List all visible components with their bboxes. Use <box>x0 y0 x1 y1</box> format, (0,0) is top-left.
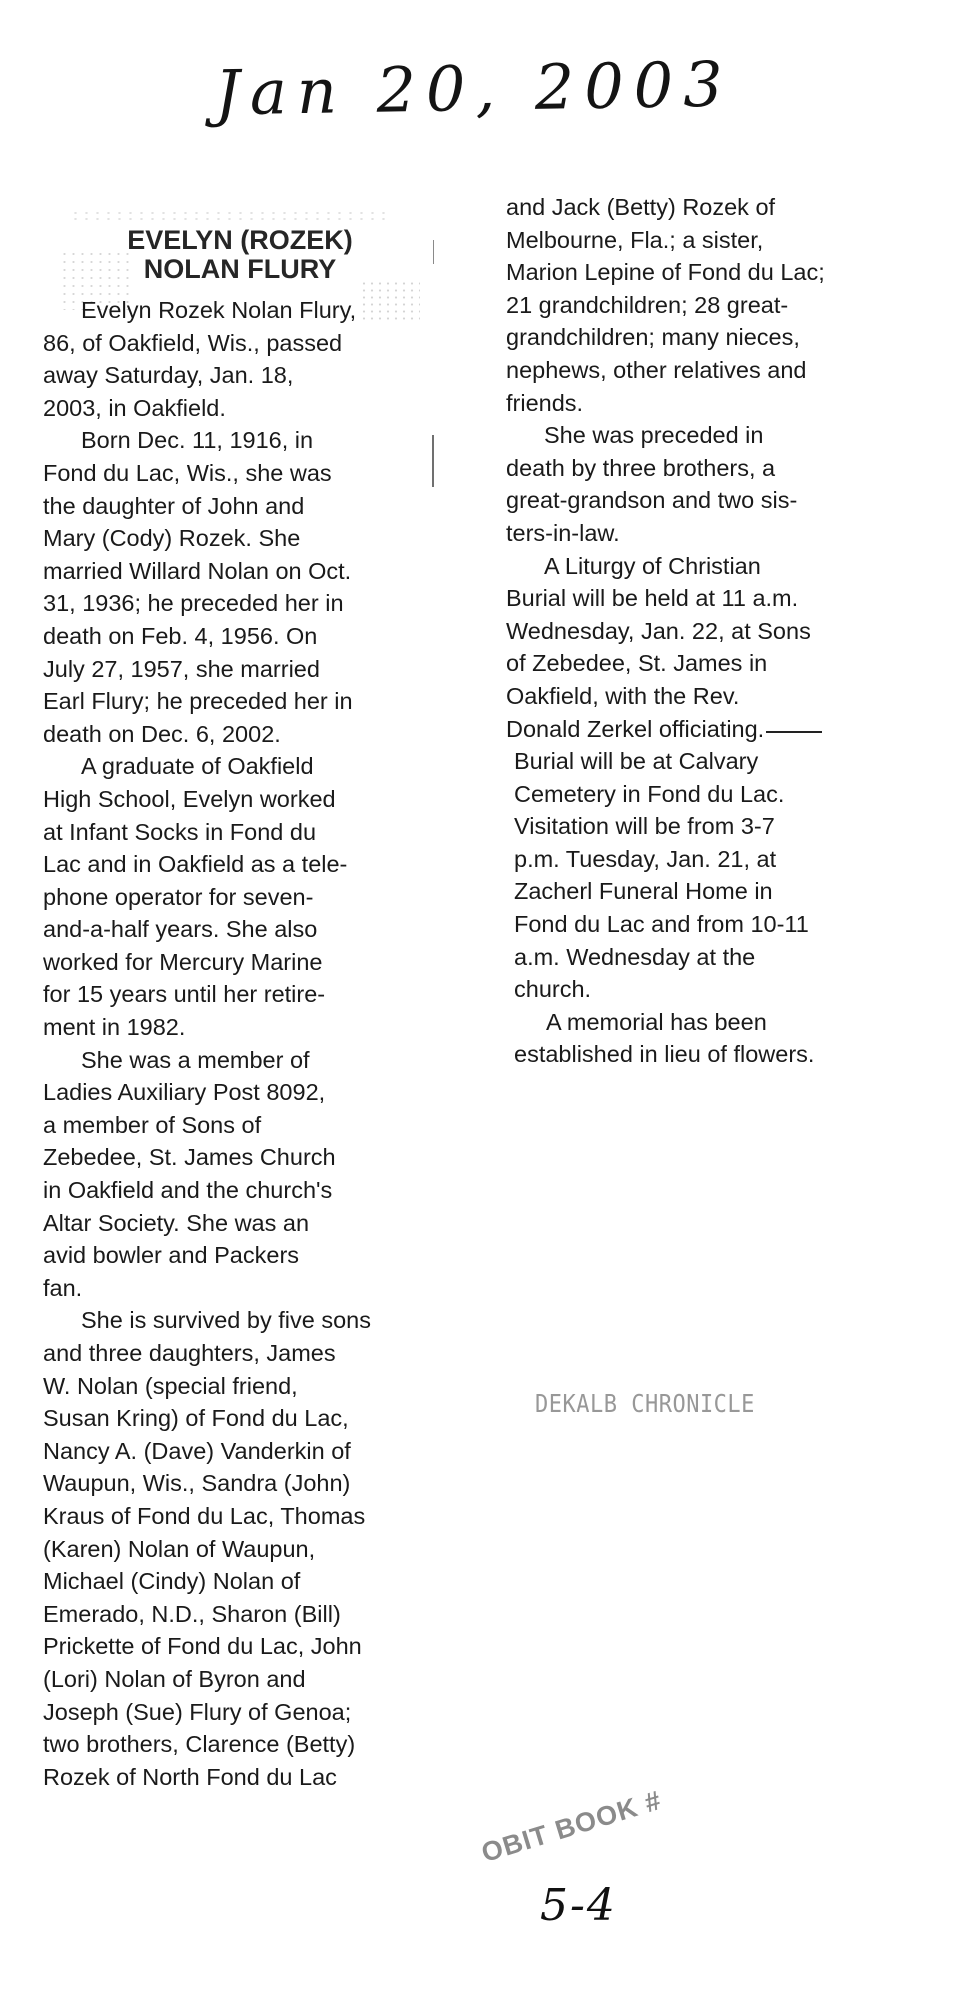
line-text: 21 grandchildren; 28 great- <box>506 291 789 318</box>
line-text: death on Dec. 6, 2002. <box>43 720 281 747</box>
obituary-text-line <box>43 620 443 653</box>
line-text: friends. <box>506 389 584 416</box>
obituary-text-line <box>43 1239 443 1272</box>
obituary-text-line <box>43 1533 443 1566</box>
line-text: established in lieu of flowers. <box>514 1041 815 1068</box>
line-text: A graduate of Oakfield <box>81 753 314 780</box>
line-text: Donald Zerkel officiating. <box>506 715 765 742</box>
line-text: p.m. Tuesday, Jan. 21, at <box>514 845 777 872</box>
newspaper-source-stamp: DEKALB CHRONICLE <box>535 1390 755 1419</box>
obituary-text-line <box>43 848 443 881</box>
handwritten-date: Jan 20, 2003 <box>214 47 734 130</box>
obituary-clipping <box>40 194 940 1960</box>
obituary-text-line <box>506 1038 926 1071</box>
line-text: Fond du Lac and from 10-11 <box>514 911 809 938</box>
line-text: Burial will be at Calvary <box>514 748 759 775</box>
obituary-text-line <box>43 978 443 1011</box>
obituary-text-line <box>43 392 443 425</box>
obituary-text-line <box>43 816 443 849</box>
obituary-text-line <box>43 1207 443 1240</box>
obituary-text-line <box>43 1402 443 1435</box>
obituary-text-line <box>43 1565 443 1598</box>
obituary-text-line <box>506 321 926 354</box>
obituary-text-line <box>506 680 926 713</box>
obituary-text-line <box>506 1006 926 1039</box>
obituary-text-line <box>43 685 443 718</box>
paragraph-rule <box>766 731 822 733</box>
line-text: 31, 1936; he preceded her in <box>43 590 344 617</box>
line-text: Nancy A. (Dave) Vanderkin of <box>43 1437 351 1464</box>
line-text: 86, of Oakfield, Wis., passed <box>43 329 343 356</box>
obituary-column-left <box>43 294 443 1793</box>
obituary-text-line <box>506 973 926 1006</box>
line-text: death by three brothers, a <box>506 454 776 481</box>
obituary-text-line <box>506 615 926 648</box>
obituary-text-line <box>506 354 926 387</box>
obituary-text-line <box>43 1728 443 1761</box>
obituary-text-line <box>43 359 443 392</box>
line-text: She was preceded in <box>544 422 764 449</box>
line-text: Wednesday, Jan. 22, at Sons <box>506 617 811 644</box>
obituary-text-line <box>43 294 443 327</box>
line-text: Evelyn Rozek Nolan Flury, <box>81 297 357 323</box>
obituary-text-line <box>43 555 443 588</box>
line-text: Born Dec. 11, 1916, in <box>81 427 314 454</box>
line-text: Mary (Cody) Rozek. She <box>43 525 301 552</box>
obituary-text-line <box>506 647 926 680</box>
obituary-text-line <box>506 810 926 843</box>
obituary-column-right <box>506 191 926 1071</box>
line-text: (Lori) Nolan of Byron and <box>43 1665 306 1692</box>
line-text: Lac and in Oakfield as a tele- <box>43 851 348 878</box>
line-text: Cemetery in Fond du Lac. <box>514 780 785 807</box>
line-text: Oakfield, with the Rev. <box>506 682 740 709</box>
line-text: W. Nolan (special friend, <box>43 1372 298 1399</box>
line-text: Waupun, Wis., Sandra (John) <box>43 1470 351 1497</box>
obituary-text-line <box>43 490 443 523</box>
line-text: (Karen) Nolan of Waupun, <box>43 1535 316 1562</box>
line-text: Altar Society. She was an <box>43 1209 310 1236</box>
obituary-text-line <box>43 1109 443 1142</box>
obituary-text-line <box>506 745 926 778</box>
obituary-text-line <box>43 653 443 686</box>
obituary-text-line <box>43 1598 443 1631</box>
obituary-text-line <box>506 419 926 452</box>
line-text: Marion Lepine of Fond du Lac; <box>506 259 825 286</box>
obituary-headline <box>40 200 440 284</box>
obituary-text-line <box>43 750 443 783</box>
line-text: great-grandson and two sis- <box>506 487 798 514</box>
obituary-text-line <box>506 224 926 257</box>
obituary-text-line <box>43 1337 443 1370</box>
line-text: She is survived by five sons <box>81 1307 371 1334</box>
line-text: A memorial has been <box>546 1008 767 1035</box>
line-text: grandchildren; many nieces, <box>506 324 800 351</box>
obituary-text-line <box>43 881 443 914</box>
line-text: away Saturday, Jan. 18, <box>43 362 294 389</box>
obituary-text-line <box>506 778 926 811</box>
obituary-text-line <box>43 1370 443 1403</box>
line-text: church. <box>514 976 592 1003</box>
line-text: worked for Mercury Marine <box>43 948 323 975</box>
line-text: at Infant Socks in Fond du <box>43 818 317 845</box>
obituary-text-line <box>506 875 926 908</box>
line-text: avid bowler and Packers <box>43 1242 300 1269</box>
line-text: for 15 years until her retire- <box>43 981 326 1008</box>
line-text: married Willard Nolan on Oct. <box>43 557 352 584</box>
line-text: Susan Kring) of Fond du Lac, <box>43 1405 349 1432</box>
obituary-text-line <box>43 718 443 751</box>
obituary-text-line <box>506 517 926 550</box>
line-text: Kraus of Fond du Lac, Thomas <box>43 1502 366 1529</box>
line-text: phone operator for seven- <box>43 883 314 910</box>
obituary-text-line <box>43 1044 443 1077</box>
line-text: Burial will be held at 11 a.m. <box>506 585 799 612</box>
line-text: Prickette of Fond du Lac, John <box>43 1633 362 1660</box>
obit-book-number: 5-4 <box>540 1880 617 1931</box>
line-text: and Jack (Betty) Rozek of <box>506 194 776 220</box>
line-text: ters-in-law. <box>506 519 620 546</box>
obituary-text-line <box>43 1272 443 1305</box>
line-text: Rozek of North Fond du Lac <box>43 1763 337 1790</box>
obituary-text-line <box>43 1174 443 1207</box>
line-text: death on Feb. 4, 1956. On <box>43 622 318 649</box>
obituary-text-line <box>43 1500 443 1533</box>
line-text: Earl Flury; he preceded her in <box>43 688 353 715</box>
obituary-text-line <box>43 946 443 979</box>
obituary-text-line <box>43 913 443 946</box>
obit-book-stamp: OBIT BOOK # <box>477 1784 666 1869</box>
line-text: two brothers, Clarence (Betty) <box>43 1731 356 1758</box>
line-text: in Oakfield and the church's <box>43 1177 333 1204</box>
obituary-text-line <box>506 908 926 941</box>
obituary-text-line <box>506 550 926 583</box>
line-text: Ladies Auxiliary Post 8092, <box>43 1079 326 1106</box>
obituary-text-line <box>43 1761 443 1794</box>
line-text: Zebedee, St. James Church <box>43 1144 336 1171</box>
line-text: July 27, 1957, she married <box>43 655 320 682</box>
line-text: A Liturgy of Christian <box>544 552 761 579</box>
line-text: Joseph (Sue) Flury of Genoa; <box>43 1698 352 1725</box>
line-text: Zacherl Funeral Home in <box>514 878 773 905</box>
obituary-text-line <box>43 1304 443 1337</box>
obituary-text-line <box>43 457 443 490</box>
headline-line: NOLAN FLURY <box>143 254 337 284</box>
line-text: High School, Evelyn worked <box>43 785 336 812</box>
line-text: She was a member of <box>81 1046 310 1073</box>
obituary-text-line <box>43 1141 443 1174</box>
obituary-text-line <box>43 424 443 457</box>
line-text: Emerado, N.D., Sharon (Bill) <box>43 1600 341 1627</box>
obituary-text-line <box>43 1696 443 1729</box>
obituary-text-line <box>506 256 926 289</box>
obituary-text-line <box>43 1011 443 1044</box>
obituary-text-line <box>43 1663 443 1696</box>
obituary-text-line <box>506 289 926 322</box>
obituary-text-line <box>43 783 443 816</box>
line-text: ment in 1982. <box>43 1014 186 1041</box>
obituary-text-line <box>506 713 926 746</box>
line-text: 2003, in Oakfield. <box>43 394 226 421</box>
line-text: Melbourne, Fla.; a sister, <box>506 226 764 253</box>
line-text: Michael (Cindy) Nolan of <box>43 1568 301 1595</box>
obituary-text-line <box>506 452 926 485</box>
line-text: and-a-half years. She also <box>43 916 318 943</box>
obituary-text-line <box>43 1076 443 1109</box>
obituary-text-line <box>43 587 443 620</box>
line-text: fan. <box>43 1274 83 1301</box>
line-text: a member of Sons of <box>43 1111 262 1138</box>
obituary-text-line <box>506 941 926 974</box>
line-text: of Zebedee, St. James in <box>506 650 768 677</box>
obituary-text-line <box>43 1435 443 1468</box>
obituary-text-line <box>506 387 926 420</box>
obituary-text-line <box>43 1630 443 1663</box>
obituary-text-line <box>506 843 926 876</box>
obituary-text-line <box>506 582 926 615</box>
line-text: nephews, other relatives and <box>506 356 807 383</box>
obituary-text-line <box>43 327 443 360</box>
headline-line: EVELYN (ROZEK) <box>127 225 353 255</box>
obituary-text-line <box>506 191 926 224</box>
line-text: the daughter of John and <box>43 492 305 519</box>
line-text: a.m. Wednesday at the <box>514 943 756 970</box>
line-text: Visitation will be from 3-7 <box>514 813 775 840</box>
line-text: and three daughters, James <box>43 1340 336 1366</box>
obituary-text-line <box>43 522 443 555</box>
obituary-text-line <box>506 484 926 517</box>
obituary-text-line <box>43 1467 443 1500</box>
line-text: Fond du Lac, Wis., she was <box>43 459 332 486</box>
